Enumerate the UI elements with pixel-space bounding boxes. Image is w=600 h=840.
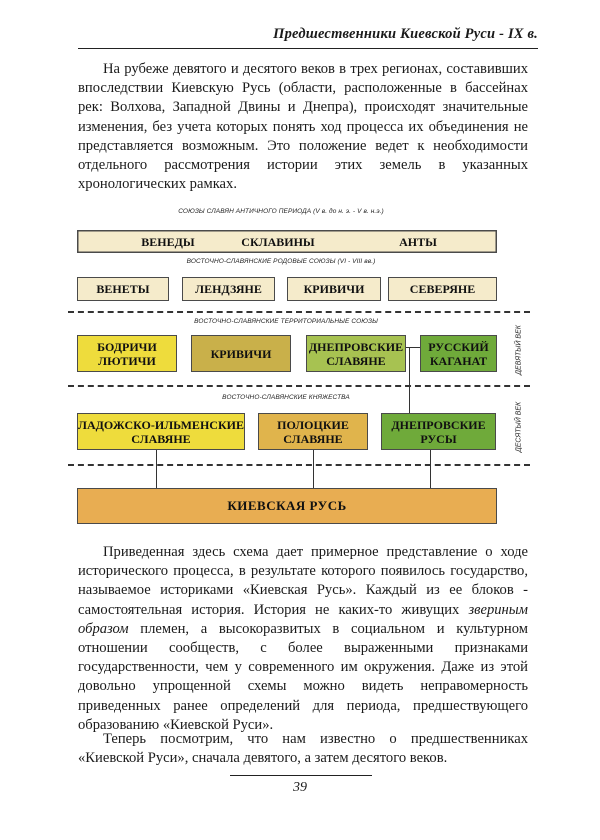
principality-polotsk-slavs: ПОЛОЦКИЕ СЛАВЯНЕ <box>258 413 368 450</box>
body-text-emphasis: звериным образом <box>78 601 528 637</box>
body-paragraph-block <box>78 543 528 735</box>
side-label-ninth-century: ДЕВЯТЫЙ ВЕК <box>515 325 523 375</box>
connector-ladoga <box>156 450 157 488</box>
territorial-krivichi: КРИВИЧИ <box>191 335 291 372</box>
connector-khaganate-horizontal <box>406 347 420 348</box>
territorial-dnieper-slavs: ДНЕПРОВСКИЕ СЛАВЯНЕ <box>306 335 406 372</box>
body-text-part-1: Приведенная здесь схема дает примерное представление о ходе исторического процесса, в результате которого появилось государство, называемое историками «Киевская Русь». Каждый из ее блоков - самостоятельная история. История не каких-то живущих <box>78 544 528 618</box>
label-tribal-unions: ВОСТОЧНО-СЛАВЯНСКИЕ РОДОВЫЕ СОЮЗЫ (VI - VIII вв.) <box>186 258 376 265</box>
tribal-lendzyane: ЛЕНДЗЯНЕ <box>182 277 275 301</box>
antiquity-veneds: ВЕНЕДЫ <box>141 234 195 249</box>
connector-dnieper-rus <box>430 450 431 488</box>
footer-rule <box>230 775 372 776</box>
label-antiquity-unions: СОЮЗЫ СЛАВЯН АНТИЧНОГО ПЕРИОДА (V в. до н. э. - V в. н.э.) <box>178 208 384 215</box>
closing-paragraph: Теперь посмотрим, что нам известно о предшественниках «Киевской Руси», сначала девятого, а затем десятого веков. <box>78 731 528 767</box>
side-label-tenth-century: ДЕСЯТЫЙ ВЕК <box>515 401 523 453</box>
running-header <box>78 26 538 52</box>
connector-khaganate-vertical <box>409 347 410 413</box>
connector-polotsk <box>313 450 314 488</box>
result-kievan-rus: КИЕВСКАЯ РУСЬ <box>77 488 497 524</box>
tribal-severyane: СЕВЕРЯНЕ <box>388 277 497 301</box>
territorial-bodrichi-lyutichi: БОДРИЧИ ЛЮТИЧИ <box>77 335 177 372</box>
header-title: Предшественники Киевской Руси - IX в. <box>273 26 538 42</box>
intro-paragraph: На рубеже девятого и десятого веков в трех регионах, составивших впоследствии Киевскую Русь (области, расположенные в бассейнах рек: Волхова, Западной Двины и Днепра), происходят значительные изменения, без учета которых понять ход процесса их объединения не представляется возможным. Это положение ведет к необходимости отдельного рассмотрения истории этих земель в указанных хронологических рамках. <box>78 61 528 193</box>
history-diagram <box>68 205 530 535</box>
page-number: 39 <box>293 780 307 795</box>
header-rule <box>78 48 538 49</box>
divider-ninth-century-top <box>68 311 530 313</box>
divider-ninth-tenth-century <box>68 385 530 387</box>
label-principalities: ВОСТОЧНО-СЛАВЯНСКИЕ КНЯЖЕСТВА <box>222 394 350 401</box>
principality-dnieper-rus: ДНЕПРОВСКИЕ РУСЫ <box>381 413 496 450</box>
tribal-venets: ВЕНЕТЫ <box>77 277 169 301</box>
antiquity-sklavins: СКЛАВИНЫ <box>241 234 315 249</box>
closing-paragraph-block <box>78 730 528 768</box>
divider-tenth-century-bottom <box>68 464 530 466</box>
territorial-russian-khaganate: РУССКИЙ КАГАНАТ <box>420 335 497 372</box>
intro-paragraph-block <box>78 60 528 194</box>
principality-ladoga-ilmen-slavs: ЛАДОЖСКО-ИЛЬМЕНСКИЕ СЛАВЯНЕ <box>77 413 245 450</box>
label-territorial-unions: ВОСТОЧНО-СЛАВЯНСКИЕ ТЕРРИТОРИАЛЬНЫЕ СОЮЗЫ <box>194 318 378 325</box>
tribal-krivichi: КРИВИЧИ <box>287 277 381 301</box>
body-text-part-2: племен, а высокоразвитых в социальном и культурном отношении сообществ, с более выраженными признаками государственности, чем у современного им окружения. Даже из этой довольно упрощенной схемы можно видеть неправомерность приведенных ранее определений для периода, предшествующего образованию «Киевской Руси». <box>78 620 528 733</box>
body-paragraph <box>78 543 528 735</box>
antiquity-ants: АНТЫ <box>399 234 437 249</box>
